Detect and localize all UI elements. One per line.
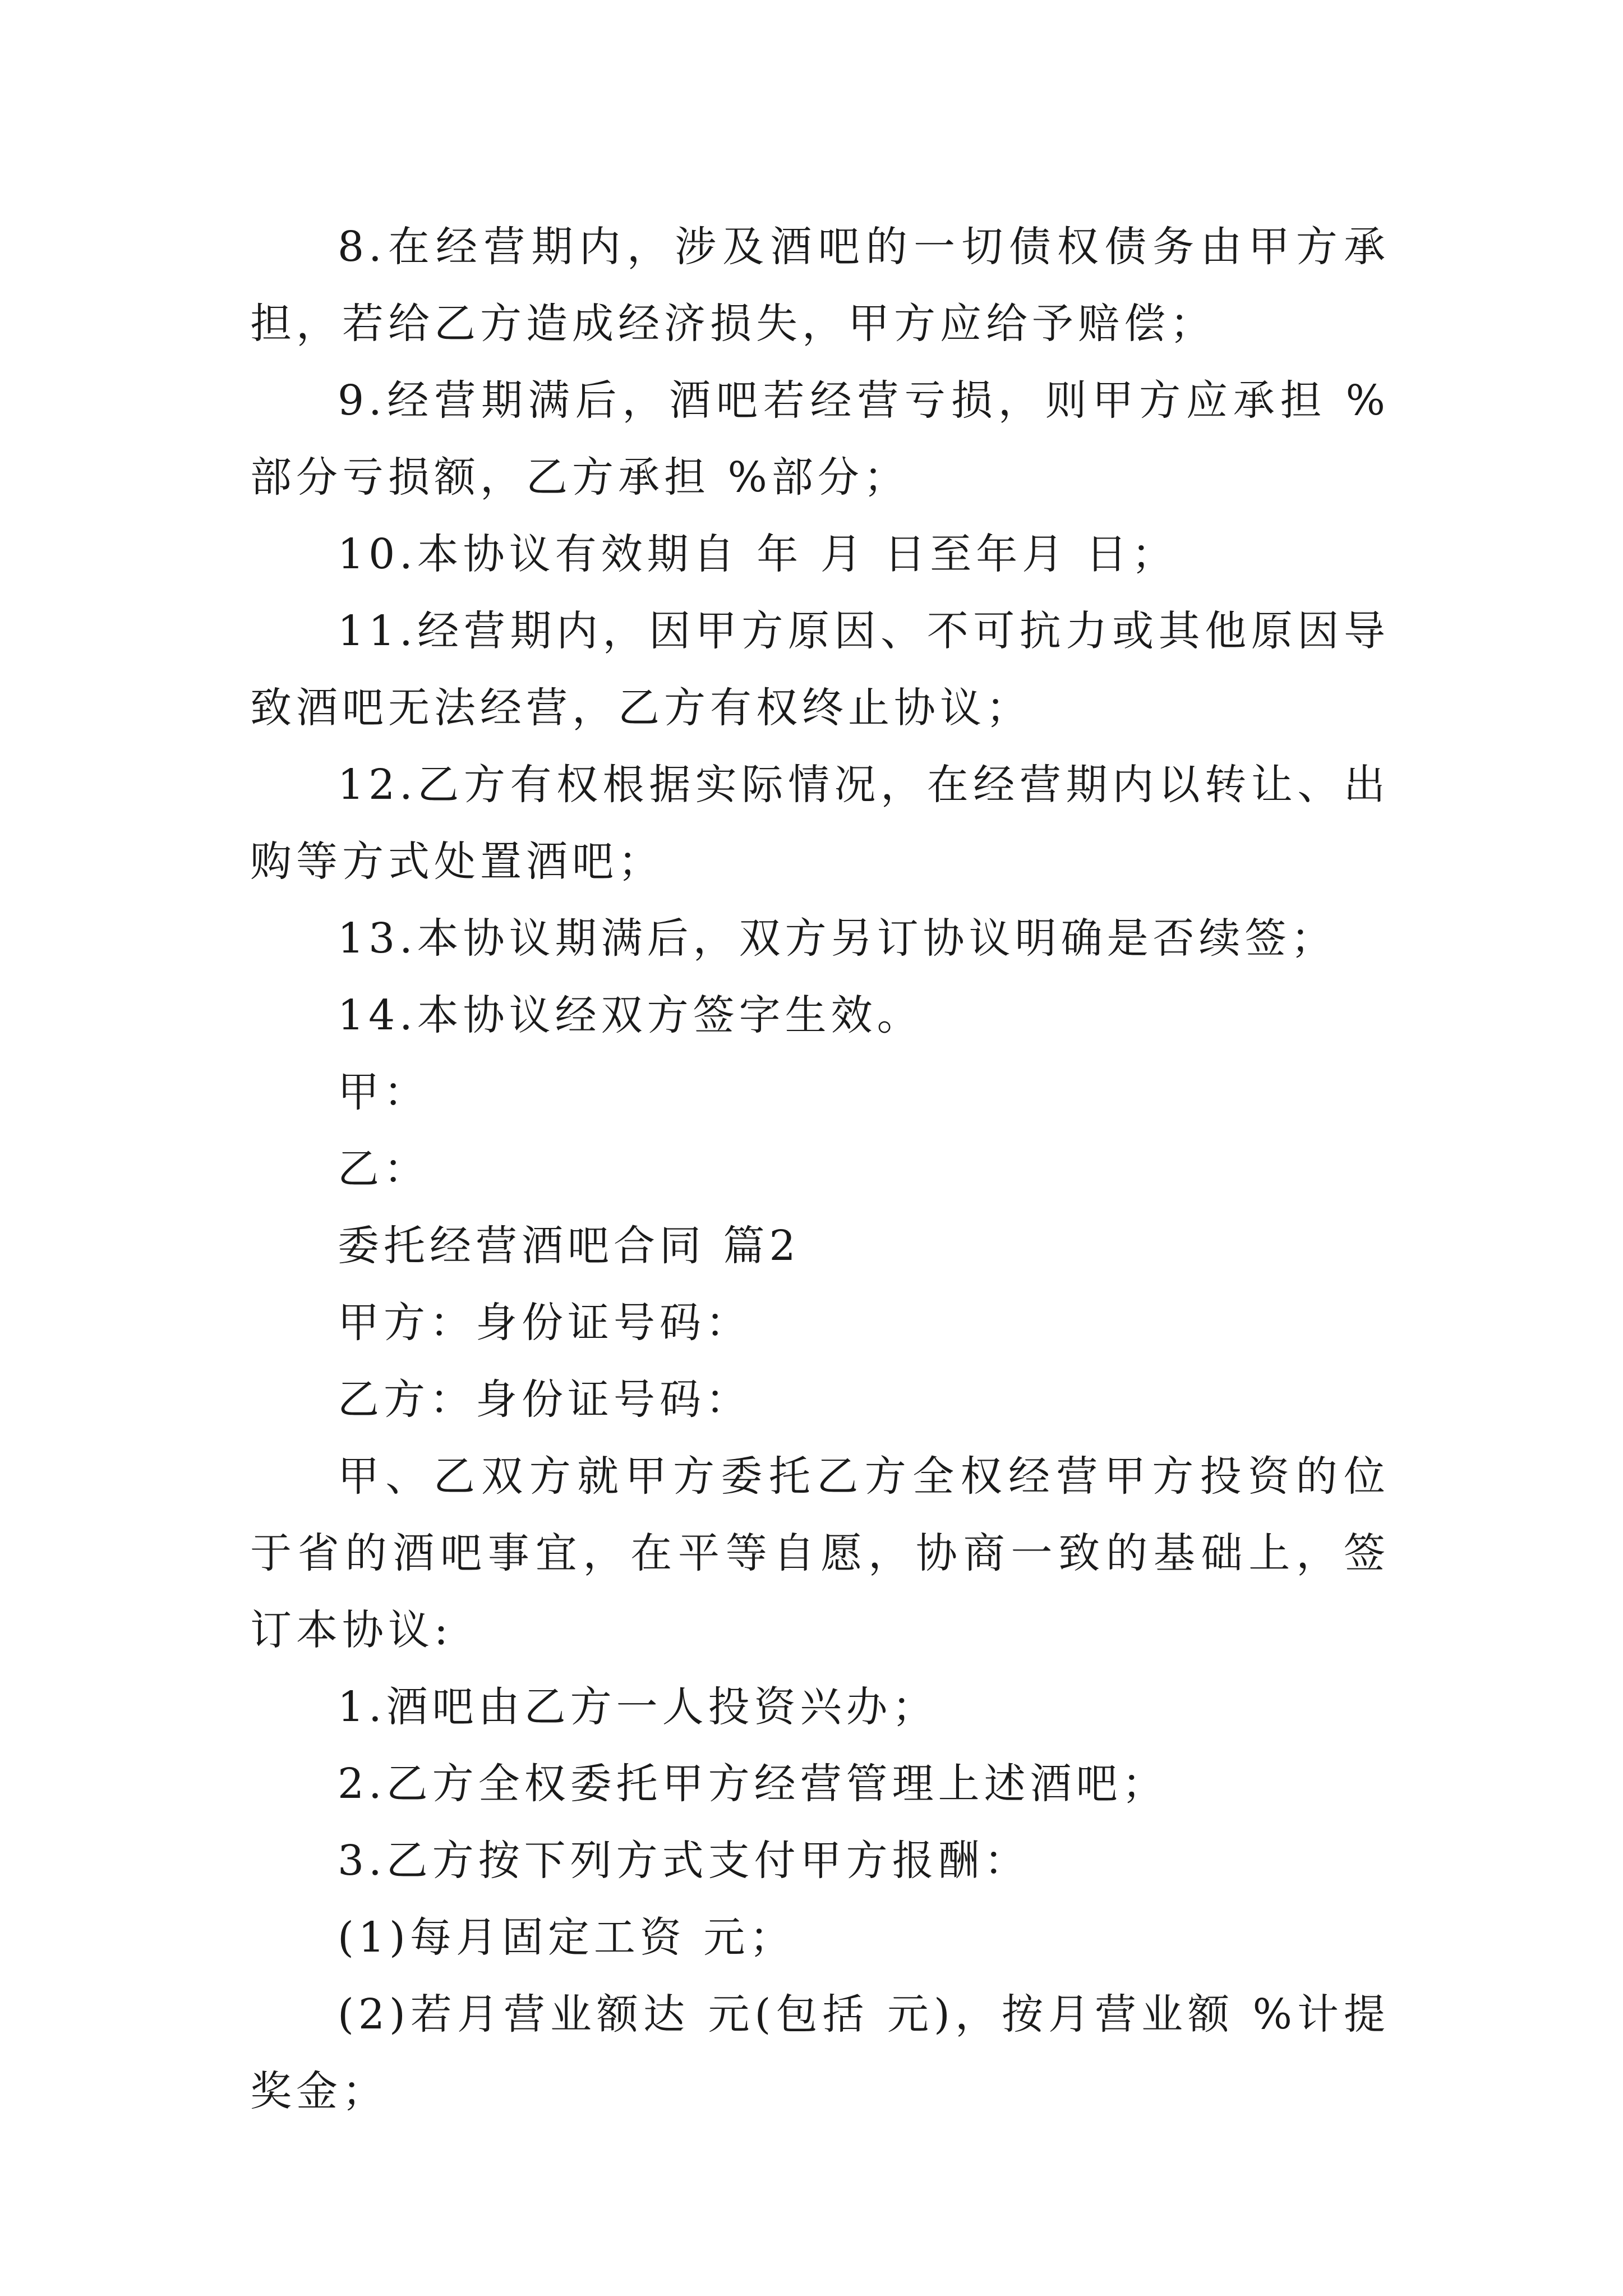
clause-3-item-2: (2)若月营业额达 元(包括 元)，按月营业额 %计提奖金； — [250, 1990, 1390, 2115]
clause-9: 9.经营期满后，酒吧若经营亏损，则甲方应承担 %部分亏损额，乙方承担 %部分； — [250, 376, 1390, 501]
clause-3-item-1: (1)每月固定工资 元； — [338, 1913, 796, 1962]
clause-8: 8.在经营期内，涉及酒吧的一切债权债务由甲方承担，若给乙方造成经济损失，甲方应给予赔偿； — [250, 223, 1390, 348]
signature-party-b: 乙： — [338, 1145, 430, 1193]
clause-14: 14.本协议经双方签字生效。 — [338, 991, 923, 1039]
preamble: 甲、乙双方就甲方委托乙方全权经营甲方投资的位于省的酒吧事宜，在平等自愿，协商一致的基础上，签订本协议: — [250, 1452, 1390, 1654]
section-title: 委托经营酒吧合同 篇2 — [338, 1222, 800, 1270]
clause-12: 12.乙方有权根据实际情况，在经营期内以转让、出购等方式处置酒吧； — [250, 761, 1390, 886]
clause-13: 13.本协议期满后，双方另订协议明确是否续签； — [338, 914, 1337, 963]
clause-11: 11.经营期内，因甲方原因、不可抗力或其他原因导致酒吧无法经营，乙方有权终止协议； — [250, 607, 1390, 732]
party-b-id-line: 乙方：身份证号码： — [338, 1375, 751, 1424]
document-body — [250, 209, 1390, 2130]
clause-10: 10.本协议有效期自 年 月 日至年月 日； — [338, 530, 1178, 578]
signature-party-a: 甲： — [338, 1068, 430, 1116]
party-a-id-line: 甲方：身份证号码： — [338, 1299, 751, 1347]
clause-3: 3.乙方按下列方式支付甲方报酬： — [338, 1837, 1030, 1885]
clause-2: 2.乙方全权委托甲方经营管理上述酒吧； — [338, 1760, 1168, 1808]
clause-1: 1.酒吧由乙方一人投资兴办； — [338, 1683, 938, 1731]
